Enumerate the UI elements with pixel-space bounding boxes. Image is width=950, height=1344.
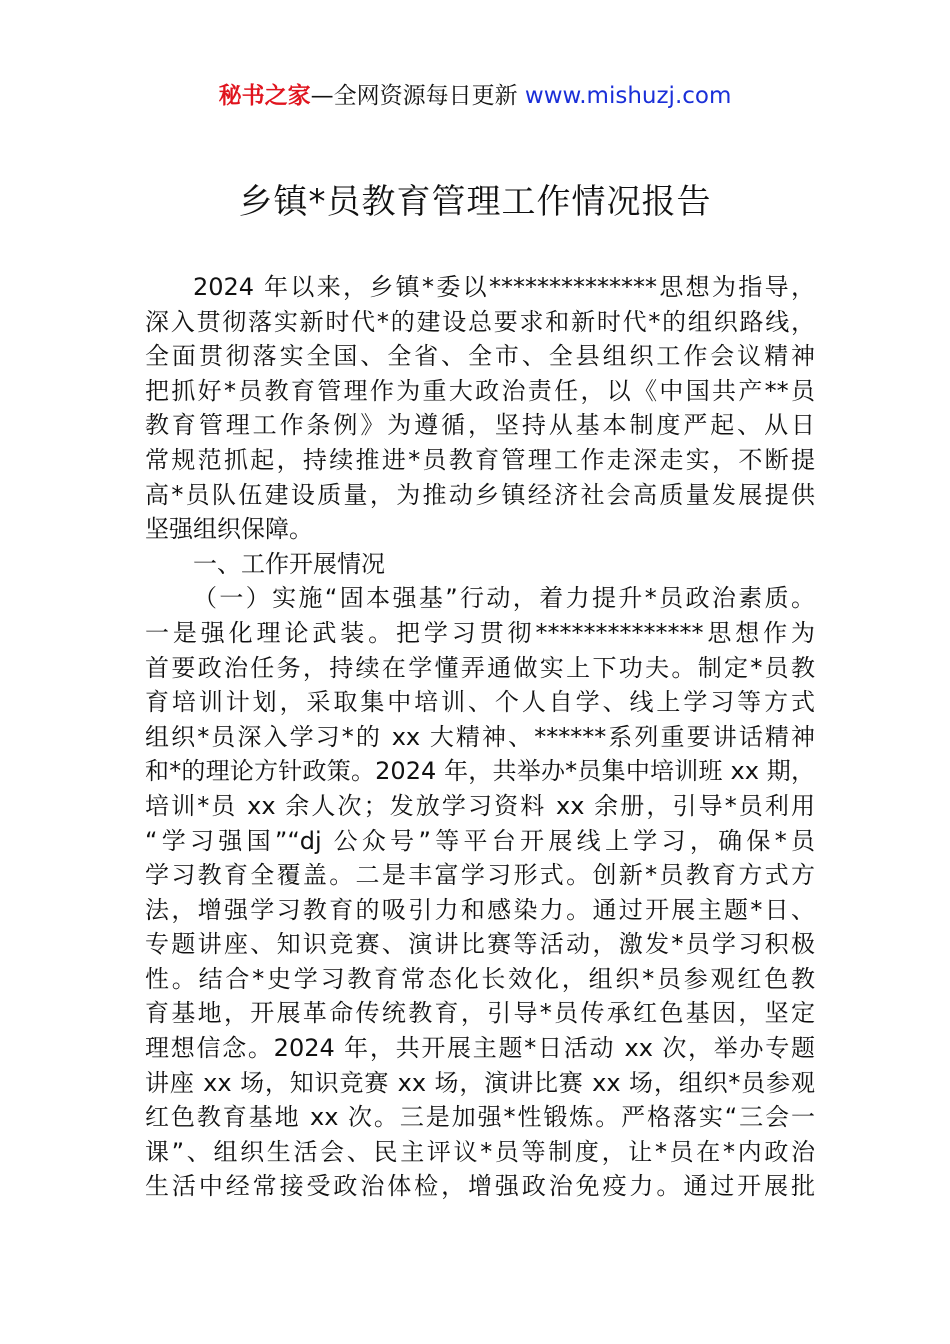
body-line: 首要政治任务，持续在学懂弄通做实上下功夫。制定*员教 [145, 653, 815, 682]
body-line: 一是强化理论武装。把学习贯彻**************思想作为 [145, 618, 815, 647]
header-dash: — [310, 83, 334, 109]
body-line: 教育管理工作条例》为遵循，坚持从基本制度严起、从日 [145, 411, 815, 440]
site-brand: 秘书之家 [218, 83, 311, 109]
document-title: 乡镇*员教育管理工作情况报告 [238, 182, 712, 222]
body-line: 育培训计划，采取集中培训、个人自学、线上学习等方式 [145, 688, 815, 717]
body-line: 性。结合*史学习教育常态化长效化，组织*员参观红色教 [145, 964, 815, 993]
body-line: 理想信念。2024 年，共开展主题*日活动 xx 次，举办专题 [145, 1034, 815, 1063]
body-line: 生活中经常接受政治体检，增强政治免疫力。通过开展批 [145, 1172, 815, 1201]
body-line: 育基地，开展革命传统教育，引导*员传承红色基因，坚定 [145, 999, 815, 1028]
site-tagline: 全网资源每日更新 [333, 83, 518, 109]
body-line: 坚强组织保障。 [145, 515, 313, 544]
body-line: 课”、组织生活会、民主评议*员等制度，让*员在*内政治 [145, 1137, 815, 1166]
body-line: 学习教育全覆盖。二是丰富学习形式。创新*员教育方式方 [145, 861, 815, 890]
site-header [0, 80, 950, 112]
body-line: 培训*员 xx 余人次；发放学习资料 xx 余册，引导*员利用 [145, 791, 815, 820]
site-url[interactable]: www.mishuzj.com [524, 83, 732, 109]
body-line: 专题讲座、知识竞赛、演讲比赛等活动，激发*员学习积极 [145, 930, 815, 959]
body-line: 全面贯彻落实全国、全省、全市、全县组织工作会议精神 [145, 342, 815, 371]
body-line: 组织*员深入学习*的 xx 大精神、******系列重要讲话精神 [145, 722, 815, 751]
body-line: 法，增强学习教育的吸引力和感染力。通过开展主题*日、 [145, 895, 815, 924]
document-body [145, 270, 815, 1204]
body-line: 红色教育基地 xx 次。三是加强*性锻炼。严格落实“三会一 [145, 1103, 815, 1132]
body-line: “学习强国”“dj 公众号”等平台开展线上学习，确保*员 [145, 826, 815, 855]
body-line: 讲座 xx 场，知识竞赛 xx 场，演讲比赛 xx 场，组织*员参观 [145, 1068, 815, 1097]
body-line: 高*员队伍建设质量，为推动乡镇经济社会高质量发展提供 [145, 480, 815, 509]
body-line: 常规范抓起，持续推进*员教育管理工作走深走实，不断提 [145, 445, 815, 474]
body-line: （一）实施“固本强基”行动，着力提升*员政治素质。 [193, 584, 815, 613]
body-line: 把抓好*员教育管理作为重大政治责任，以《中国共产**员 [145, 376, 815, 405]
body-line: 和*的理论方针政策。2024 年，共举办*员集中培训班 xx 期， [145, 757, 815, 786]
body-line: 深入贯彻落实新时代*的建设总要求和新时代*的组织路线， [145, 307, 815, 336]
body-line: 2024 年以来，乡镇*委以**************思想为指导， [193, 273, 815, 301]
body-line: 一、工作开展情况 [193, 549, 385, 578]
